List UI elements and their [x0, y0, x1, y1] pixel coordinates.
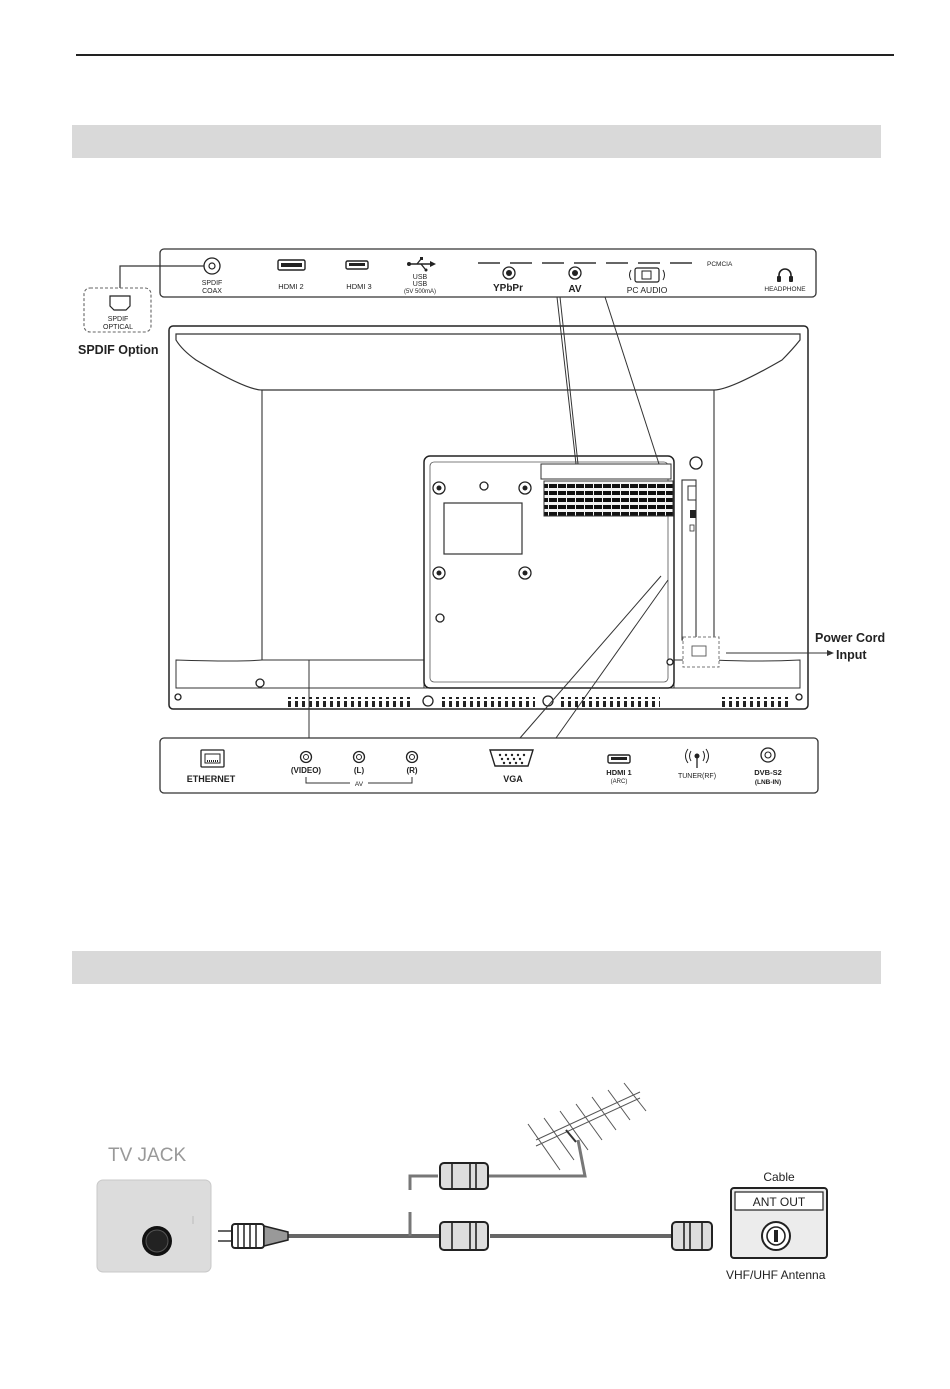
usb-label-2: USB [412, 281, 428, 288]
top-connector-panel [160, 249, 816, 297]
spdif-coax-label-2: COAX [202, 288, 222, 295]
tv-jack-label: TV JACK [108, 1145, 187, 1166]
video-label: (VIDEO) [290, 766, 322, 775]
tv-back-illustration [169, 297, 808, 738]
lnb-in-label: (LNB-IN) [754, 779, 782, 786]
usb-label-1: USB [412, 274, 428, 281]
hdmi1-label: HDMI 1 [606, 768, 632, 777]
headphone-label: HEADPHONE [764, 286, 806, 293]
spdif-optical-label-1: SPDIF [107, 316, 129, 323]
dvb-s2-label: DVB-S2 [754, 768, 782, 777]
hdmi3-label: HDMI 3 [346, 282, 372, 291]
ypbpr-label: YPbPr [492, 283, 524, 294]
spdif-coax-label-1: SPDIF [201, 280, 223, 287]
cable-label: Cable [763, 1170, 795, 1184]
l-label: (L) [353, 766, 365, 775]
spdif-optical-label-2: OPTICAL [103, 324, 133, 331]
r-label: (R) [406, 766, 418, 775]
antenna-connection-diagram [97, 1083, 827, 1282]
usb-label-3: (5V 500mA) [403, 289, 437, 295]
coax-connector-middle [440, 1222, 488, 1250]
pc-audio-label: PC AUDIO [626, 285, 668, 295]
yagi-antenna-icon [528, 1083, 646, 1170]
tuner-label: TUNER(RF) [677, 773, 717, 780]
coax-connector-right [672, 1222, 712, 1250]
hdmi2-label: HDMI 2 [278, 282, 304, 291]
coax-plug-tv [218, 1224, 288, 1248]
hdmi1-arc-label: (ARC) [610, 779, 628, 785]
bottom-connector-panel [160, 738, 818, 793]
coax-connector-upper [440, 1163, 488, 1189]
vga-label: VGA [503, 774, 523, 784]
ethernet-label: ETHERNET [186, 774, 236, 784]
ant-out-socket [762, 1222, 790, 1250]
pcmcia-label: PCMCIA [707, 261, 733, 268]
spdif-option-label: SPDIF Option [78, 343, 159, 357]
av-group-label: AV [354, 781, 364, 788]
ant-out-label: ANT OUT [752, 1195, 806, 1209]
vhf-uhf-antenna-label: VHF/UHF Antenna [726, 1268, 826, 1282]
power-cord-label-2: Input [836, 648, 867, 662]
av-label: AV [568, 284, 582, 295]
power-cord-label-1: Power Cord [815, 631, 886, 645]
